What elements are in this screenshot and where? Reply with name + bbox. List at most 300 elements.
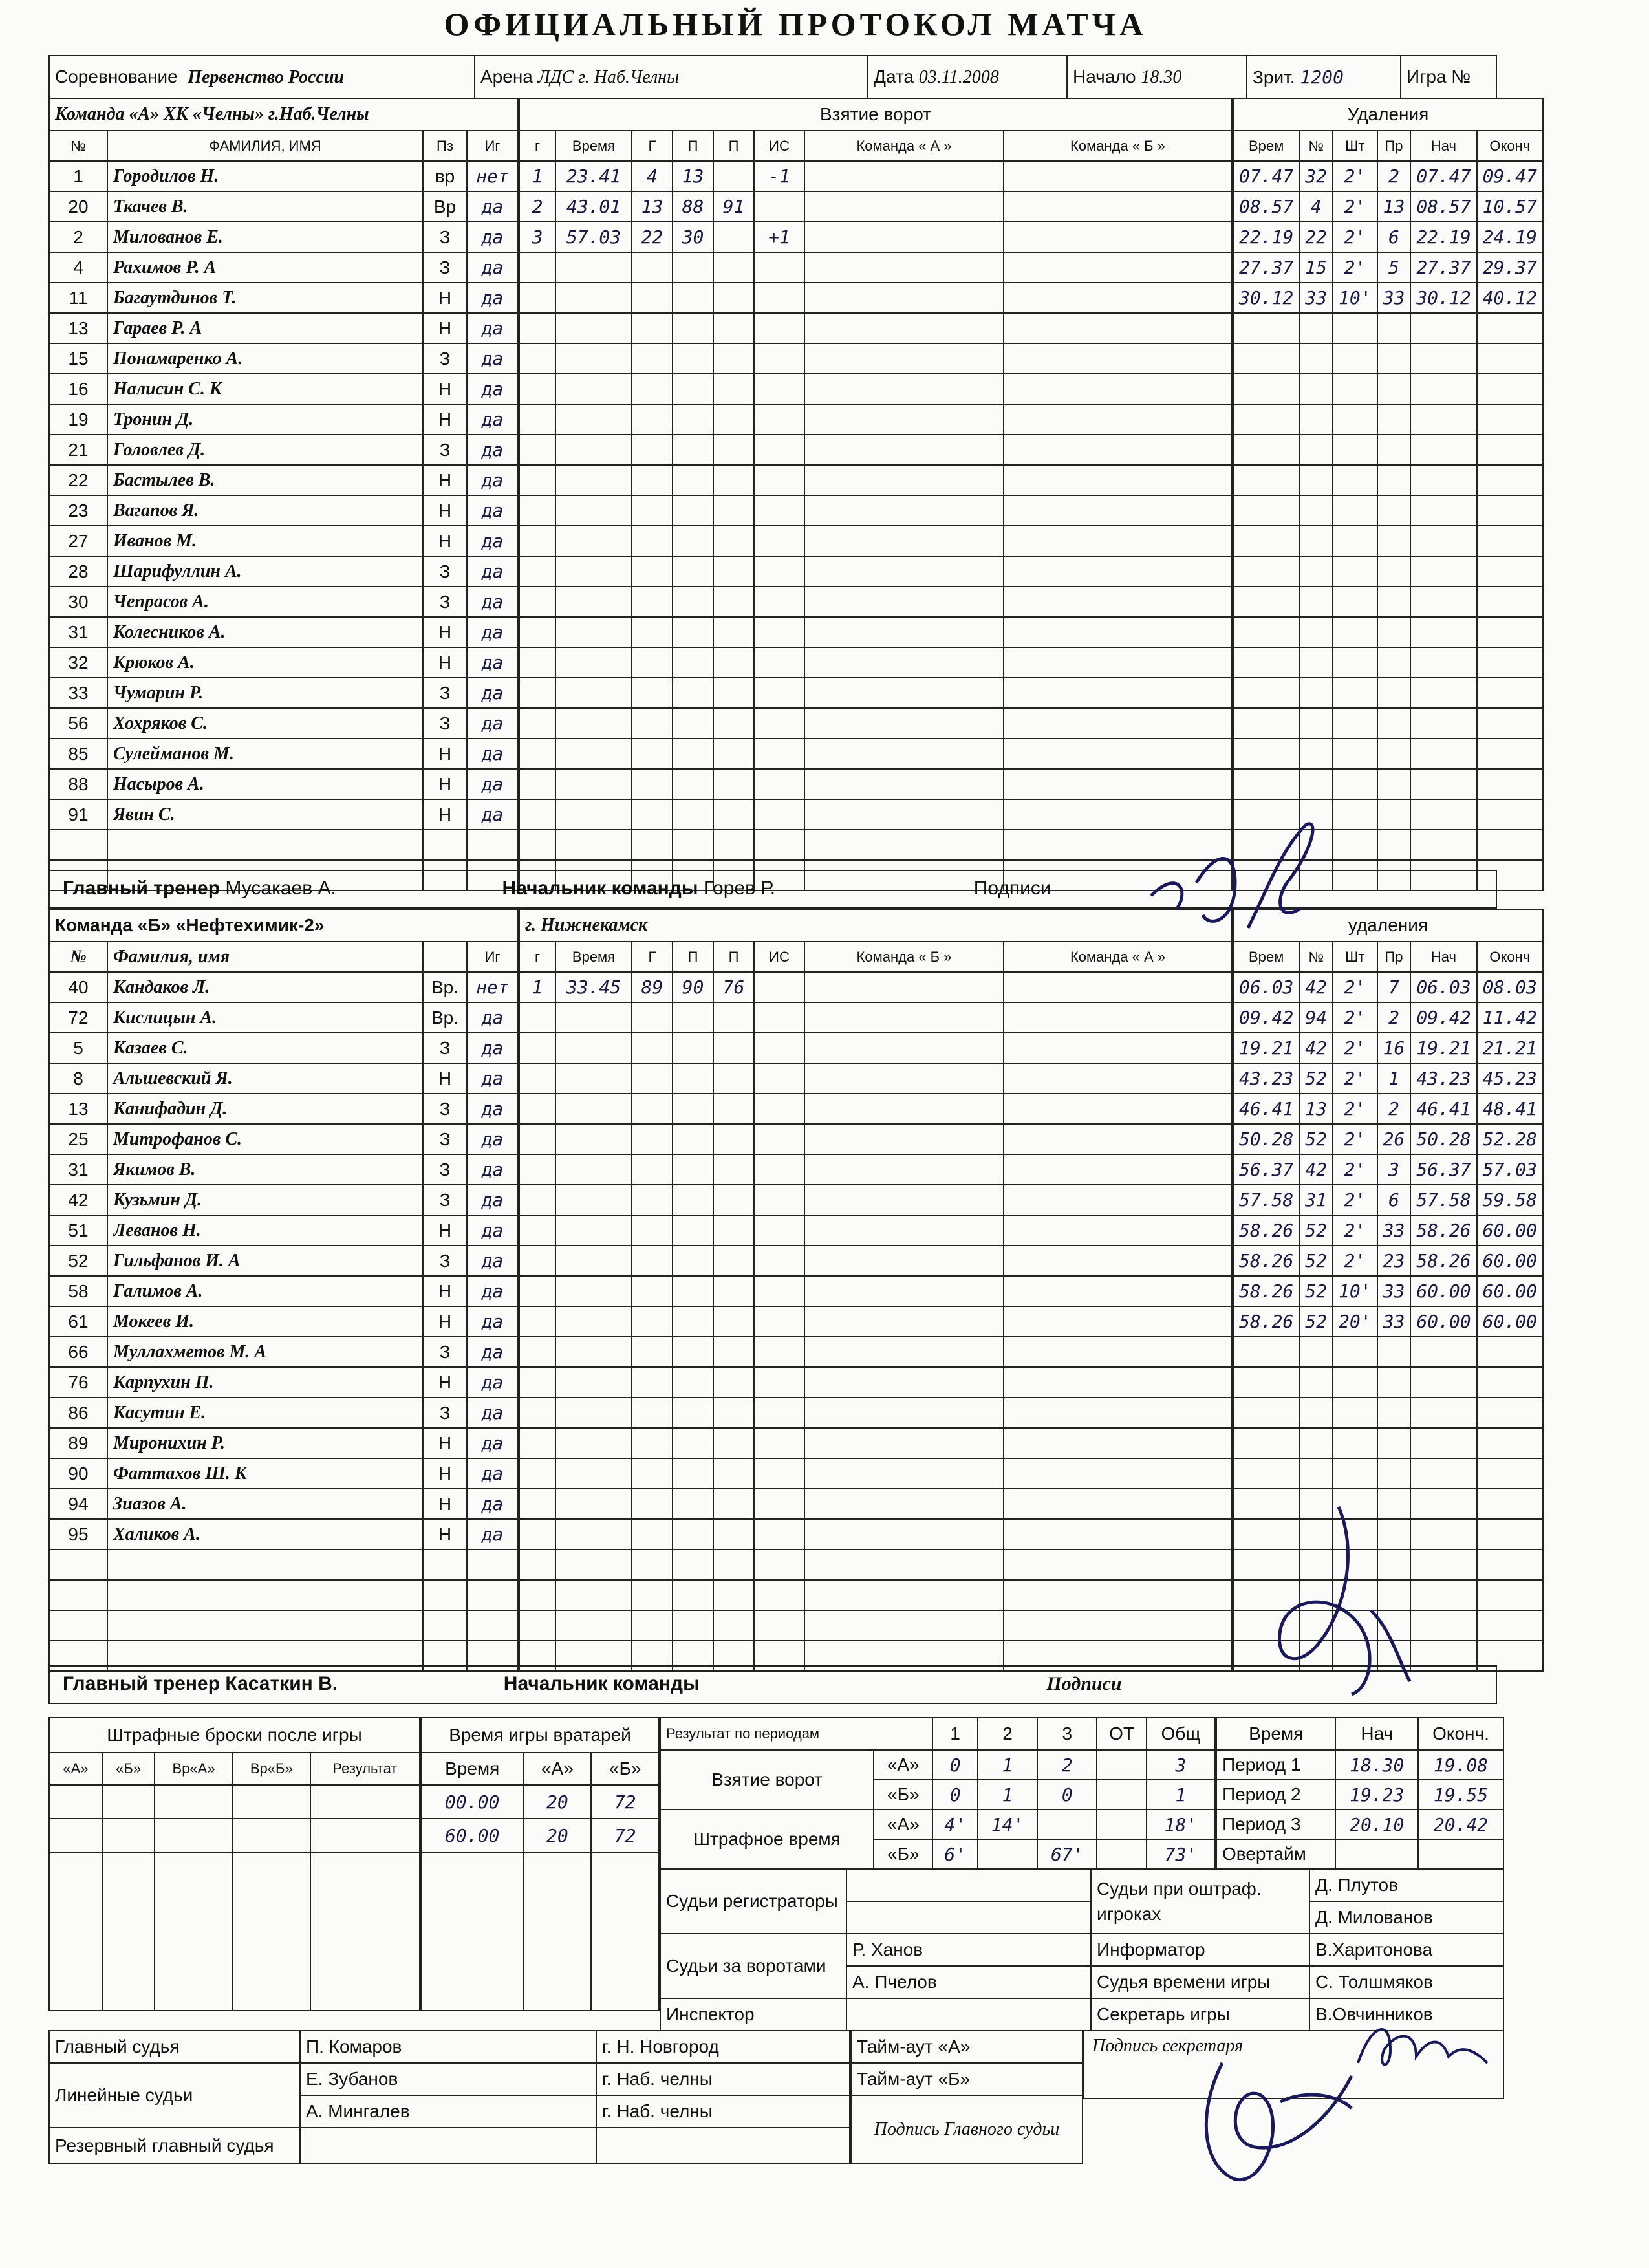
linesman: А. Мингалев: [300, 2095, 596, 2128]
player-number: 13: [49, 1094, 107, 1124]
penalty-en: 60.00: [1477, 1276, 1543, 1306]
goal-is: [754, 1033, 804, 1063]
penalty-t: 58.26: [1233, 1215, 1299, 1246]
penalty-n: [1299, 678, 1333, 708]
penalty-en: [1477, 1398, 1543, 1428]
goal-gl: [632, 1154, 673, 1185]
goal-g: [519, 708, 555, 739]
goal-p1: [673, 1063, 713, 1094]
player-name: Митрофанов С.: [107, 1124, 423, 1154]
goal-time: [555, 556, 632, 587]
linesman-city: г. Наб. челны: [596, 2095, 850, 2128]
penalty-row: [1233, 1337, 1543, 1367]
goal-gl: [632, 1610, 673, 1641]
linesman: Е. Зубанов: [300, 2063, 596, 2095]
penalty-st: [1410, 830, 1476, 860]
goal-p1: [673, 1154, 713, 1185]
goal-gl: [632, 1276, 673, 1306]
goal-time: 33.45: [555, 972, 632, 1002]
penalty-n: [1299, 1337, 1333, 1367]
penalty-t: 27.37: [1233, 252, 1299, 283]
empty-cell: [49, 1580, 107, 1610]
player-position: Н: [423, 1276, 467, 1306]
cell: 4': [932, 1809, 978, 1839]
period-time-row: [1216, 1839, 1503, 1869]
goal-gl: [632, 556, 673, 587]
penalty-n: [1299, 374, 1333, 404]
player-position: Н: [423, 283, 467, 313]
goal-p2: [713, 769, 754, 799]
goal-g: [519, 1458, 555, 1489]
team-grid-cell: [1004, 343, 1232, 374]
penalty-n: [1299, 587, 1333, 617]
col-pen-time: Врем: [1233, 942, 1299, 972]
goal-time: [555, 343, 632, 374]
goal-row: [519, 1124, 1232, 1154]
goal-g: [519, 252, 555, 283]
penalty-row: [1233, 1458, 1543, 1489]
penalty-en: [1477, 1367, 1543, 1398]
goal-is: [754, 799, 804, 830]
penalty-row: [1233, 526, 1543, 556]
penalty-sh: 2': [1333, 222, 1377, 252]
penalty-pr: [1377, 556, 1411, 587]
team-b-goals: [519, 909, 1233, 1672]
player-position: З: [423, 1094, 467, 1124]
goal-gl: [632, 830, 673, 860]
goal-time: [555, 1306, 632, 1337]
player-row: [49, 526, 518, 556]
penalty-row: [1233, 343, 1543, 374]
team-a-penalties: [1233, 98, 1544, 891]
penalty-n: 52: [1299, 1063, 1333, 1094]
team-grid-cell: [804, 1246, 1004, 1276]
penalty-en: [1477, 1550, 1543, 1580]
goal-g: [519, 1002, 555, 1033]
team-grid-cell: [1004, 1428, 1232, 1458]
penalty-row: [1233, 972, 1543, 1002]
penalty-st: [1410, 1428, 1476, 1458]
penalty-st: 60.00: [1410, 1276, 1476, 1306]
goal-is: [754, 647, 804, 678]
penalty-st: [1410, 404, 1476, 435]
goalie-b: 72: [591, 1819, 659, 1852]
penalty-en: [1477, 617, 1543, 647]
penalty-n: 32: [1299, 161, 1333, 191]
player-row: [49, 1185, 518, 1215]
goal-row: [519, 1215, 1232, 1246]
goal-gl: [632, 465, 673, 495]
penalty-sh: 2': [1333, 1246, 1377, 1276]
penalty-st: [1410, 617, 1476, 647]
penalty-sh: 2': [1333, 1154, 1377, 1185]
penalty-sh: 20': [1333, 1306, 1377, 1337]
penalty-st: [1410, 313, 1476, 343]
player-played: да: [467, 1367, 518, 1398]
penalty-sh: 10': [1333, 1276, 1377, 1306]
penalty-pr: 13: [1377, 191, 1411, 222]
goal-is: [754, 556, 804, 587]
penalty-st: 30.12: [1410, 283, 1476, 313]
cell: 1: [978, 1780, 1037, 1809]
goal-g: [519, 495, 555, 526]
goal-p1: [673, 1002, 713, 1033]
team-grid-cell: [804, 1306, 1004, 1337]
player-number: 40: [49, 972, 107, 1002]
goal-p2: [713, 1215, 754, 1246]
penalty-pr: [1377, 374, 1411, 404]
team-grid-cell: [1004, 1094, 1232, 1124]
goal-gl: [632, 769, 673, 799]
penalty-pr: 5: [1377, 252, 1411, 283]
penalty-st: 27.37: [1410, 252, 1476, 283]
goal-row: [519, 739, 1232, 769]
goal-row: [519, 769, 1232, 799]
team-grid-cell: [1004, 1276, 1232, 1306]
penalty-en: [1477, 1489, 1543, 1519]
goal-g: [519, 343, 555, 374]
goal-p2: [713, 252, 754, 283]
player-number: 19: [49, 404, 107, 435]
player-row: [49, 1154, 518, 1185]
goal-is: [754, 1063, 804, 1094]
penalty-st: [1410, 678, 1476, 708]
penalty-st: 07.47: [1410, 161, 1476, 191]
goal-p2: [713, 161, 754, 191]
goal-g: [519, 587, 555, 617]
player-position: З: [423, 1337, 467, 1367]
team-grid-cell: [1004, 404, 1232, 435]
player-name: Городилов Н.: [107, 161, 423, 191]
player-position: Н: [423, 799, 467, 830]
goal-p2: [713, 313, 754, 343]
penalty-sh: 10': [1333, 283, 1377, 313]
penalty-pr: [1377, 678, 1411, 708]
empty-cell: [423, 1550, 467, 1580]
empty-cell: [467, 1610, 518, 1641]
period-col: Общ: [1147, 1718, 1215, 1750]
penalty-row: [1233, 495, 1543, 526]
player-row: [49, 1580, 518, 1610]
penalty-t: [1233, 708, 1299, 739]
player-played: да: [467, 1489, 518, 1519]
player-played: да: [467, 799, 518, 830]
col-b: «Б»: [591, 1753, 659, 1785]
empty-cell: [467, 1580, 518, 1610]
cell: [1097, 1809, 1147, 1839]
shootout-col: Вр«А»: [155, 1753, 232, 1785]
goal-g: [519, 1610, 555, 1641]
player-row: [49, 1519, 518, 1550]
penalty-sh: [1333, 526, 1377, 556]
team-grid-cell: [1004, 1033, 1232, 1063]
penalty-row: [1233, 465, 1543, 495]
player-position: Н: [423, 404, 467, 435]
col-pen-end: Оконч: [1477, 942, 1543, 972]
goal-row: [519, 587, 1232, 617]
penalty-t: [1233, 313, 1299, 343]
col-time: Время: [555, 942, 632, 972]
team-grid-cell: [804, 1580, 1004, 1610]
col-period: Время: [1216, 1718, 1335, 1750]
penalty-en: [1477, 587, 1543, 617]
penalty-t: 06.03: [1233, 972, 1299, 1002]
penalty-st: [1410, 739, 1476, 769]
penalty-row: [1233, 1033, 1543, 1063]
empty-cell: [49, 1550, 107, 1580]
team-grid-cell: [1004, 283, 1232, 313]
penalty-t: 58.26: [1233, 1306, 1299, 1337]
penalty-n: [1299, 495, 1333, 526]
penalty-en: [1477, 465, 1543, 495]
penalty-pr: [1377, 404, 1411, 435]
player-position: Вр: [423, 191, 467, 222]
player-row: [49, 252, 518, 283]
player-row: [49, 1002, 518, 1033]
penalty-n: 4: [1299, 191, 1333, 222]
goal-g: [519, 1033, 555, 1063]
player-number: 28: [49, 556, 107, 587]
penalty-en: 40.12: [1477, 283, 1543, 313]
player-played: да: [467, 435, 518, 465]
penalty-pr: [1377, 830, 1411, 860]
referees-table: [48, 2030, 850, 2164]
player-row: [49, 1550, 518, 1580]
penalty-n: [1299, 465, 1333, 495]
penalty-pr: 16: [1377, 1033, 1411, 1063]
goal-g: [519, 1215, 555, 1246]
goal-judges-label: Судьи за воротами: [660, 1934, 846, 1998]
penalty-pr: [1377, 495, 1411, 526]
penalty-t: 09.42: [1233, 1002, 1299, 1033]
goal-row: [519, 1550, 1232, 1580]
goal-g: [519, 465, 555, 495]
penalty-sh: 2': [1333, 1063, 1377, 1094]
col-assist1: П: [673, 942, 713, 972]
team-grid-cell: [1004, 1002, 1232, 1033]
penalty-t: [1233, 769, 1299, 799]
penalty-row: [1233, 1154, 1543, 1185]
penalty-t: [1233, 647, 1299, 678]
goal-is: [754, 1002, 804, 1033]
goal-is: [754, 374, 804, 404]
goal-p1: [673, 556, 713, 587]
goal-p2: [713, 465, 754, 495]
penalty-n: [1299, 404, 1333, 435]
timekeeper: С. Толшмяков: [1310, 1966, 1503, 1998]
cell: 1: [978, 1750, 1037, 1780]
penalty-st: [1410, 1398, 1476, 1428]
date-label: Дата: [874, 66, 914, 87]
penalty-n: [1299, 708, 1333, 739]
goal-g: [519, 1124, 555, 1154]
goal-p1: [673, 1306, 713, 1337]
penalty-st: [1410, 799, 1476, 830]
team-grid-cell: [804, 1094, 1004, 1124]
manager-label: Начальник команды: [502, 878, 698, 899]
penalty-row: [1233, 252, 1543, 283]
team-grid-cell: [804, 1428, 1004, 1458]
team-a-label: «А»: [874, 1809, 932, 1839]
team-grid-cell: [804, 191, 1004, 222]
goalie-a: 20: [523, 1819, 591, 1852]
player-played: да: [467, 617, 518, 647]
goal-gl: [632, 343, 673, 374]
goal-p2: [713, 1458, 754, 1489]
penalty-en: [1477, 678, 1543, 708]
player-row: [49, 435, 518, 465]
goal-is: [754, 1337, 804, 1367]
team-grid-cell: [1004, 1580, 1232, 1610]
goal-gl: [632, 1246, 673, 1276]
goal-is: [754, 283, 804, 313]
linesmen-label: Линейные судьи: [49, 2063, 300, 2128]
period-col: 3: [1037, 1718, 1097, 1750]
goal-time: [555, 1002, 632, 1033]
goal-g: [519, 647, 555, 678]
player-number: 76: [49, 1367, 107, 1398]
goal-p1: [673, 1367, 713, 1398]
penalty-sh: [1333, 404, 1377, 435]
col-goal: Г: [632, 942, 673, 972]
goal-p1: 88: [673, 191, 713, 222]
player-number: 23: [49, 495, 107, 526]
penalty-pr: 1: [1377, 1063, 1411, 1094]
penalty-en: 60.00: [1477, 1215, 1543, 1246]
penalty-sh: [1333, 374, 1377, 404]
penalty-row: [1233, 1185, 1543, 1215]
goal-gl: [632, 1398, 673, 1428]
penalty-pr: [1377, 587, 1411, 617]
penalty-box-label: Судьи при оштраф. игроках: [1091, 1869, 1310, 1934]
penalty-n: [1299, 1367, 1333, 1398]
coach-label: Главный тренер: [63, 878, 221, 899]
penalty-en: 52.28: [1477, 1124, 1543, 1154]
penalty-n: [1299, 1428, 1333, 1458]
goal-p2: [713, 1337, 754, 1367]
player-played: да: [467, 1215, 518, 1246]
team-grid-cell: [804, 1002, 1004, 1033]
goal-gl: 4: [632, 161, 673, 191]
goal-g: [519, 1519, 555, 1550]
col-pen-end: Оконч: [1477, 131, 1543, 161]
goal-p1: [673, 252, 713, 283]
player-row: [49, 374, 518, 404]
penalty-en: [1477, 404, 1543, 435]
col-team-a: Команда « А »: [1004, 942, 1232, 972]
goal-p1: [673, 1124, 713, 1154]
penalty-sh: [1333, 1458, 1377, 1489]
team-grid-cell: [804, 739, 1004, 769]
team-grid-cell: [1004, 1063, 1232, 1094]
goal-is: [754, 465, 804, 495]
goal-is: [754, 1489, 804, 1519]
penalty-row: [1233, 283, 1543, 313]
penalty-n: 42: [1299, 1033, 1333, 1063]
penalty-st: [1410, 465, 1476, 495]
player-name: Багаутдинов Т.: [107, 283, 423, 313]
col-team-b: Команда « Б »: [1004, 131, 1232, 161]
goal-time: [555, 617, 632, 647]
player-played: да: [467, 283, 518, 313]
goal-p1: [673, 799, 713, 830]
player-name: Бастылев В.: [107, 465, 423, 495]
goal-p1: [673, 678, 713, 708]
penalties-title: удаления: [1233, 909, 1543, 942]
goal-row: [519, 1489, 1232, 1519]
competition-label: Соревнование: [55, 66, 178, 87]
player-number: 61: [49, 1306, 107, 1337]
penalty-t: [1233, 374, 1299, 404]
goal-row: [519, 465, 1232, 495]
penalty-pr: [1377, 1428, 1411, 1458]
player-number: 11: [49, 283, 107, 313]
goal-time: [555, 465, 632, 495]
penalty-row: [1233, 1306, 1543, 1337]
penalty-pr: [1377, 739, 1411, 769]
goal-p2: [713, 1428, 754, 1458]
col-pen-time: Врем: [1233, 131, 1299, 161]
penalty-n: [1299, 769, 1333, 799]
penalty-sh: 2': [1333, 1094, 1377, 1124]
player-name: Понамаренко А.: [107, 343, 423, 374]
player-number: 91: [49, 799, 107, 830]
player-name: Миронихин Р.: [107, 1428, 423, 1458]
penalty-t: 50.28: [1233, 1124, 1299, 1154]
team-grid-cell: [804, 587, 1004, 617]
goal-is: [754, 1428, 804, 1458]
goal-row: [519, 678, 1232, 708]
penalty-sh: 2': [1333, 191, 1377, 222]
team-grid-cell: [1004, 1215, 1232, 1246]
col-team-a: Команда « А »: [804, 131, 1004, 161]
penalty-en: [1477, 313, 1543, 343]
goal-time: [555, 1367, 632, 1398]
goal-is: [754, 1519, 804, 1550]
goal-is: [754, 972, 804, 1002]
goal-is: [754, 1094, 804, 1124]
empty-cell: [49, 1610, 107, 1641]
goal-p1: [673, 739, 713, 769]
goal-gl: [632, 435, 673, 465]
player-name: Мокеев И.: [107, 1306, 423, 1337]
player-row: [49, 161, 518, 191]
player-position: Н: [423, 1367, 467, 1398]
player-played: да: [467, 252, 518, 283]
signatures-label: Подписи: [1046, 1673, 1122, 1694]
goal-gl: [632, 739, 673, 769]
penalty-sh: [1333, 465, 1377, 495]
goal-time: [555, 830, 632, 860]
player-name: Чепрасов А.: [107, 587, 423, 617]
penalty-row: [1233, 1002, 1543, 1033]
player-position: З: [423, 1033, 467, 1063]
goal-p2: [713, 587, 754, 617]
penalty-t: 22.19: [1233, 222, 1299, 252]
team-a-signature: [1138, 812, 1358, 947]
goal-row: [519, 1519, 1232, 1550]
team-grid-cell: [804, 343, 1004, 374]
goal-time: [555, 799, 632, 830]
team-grid-cell: [804, 708, 1004, 739]
player-position: Н: [423, 647, 467, 678]
goal-row: [519, 191, 1232, 222]
player-number: 33: [49, 678, 107, 708]
goal-is: [754, 587, 804, 617]
player-name: Сулейманов М.: [107, 739, 423, 769]
penalty-n: [1299, 435, 1333, 465]
penalty-sh: [1333, 343, 1377, 374]
